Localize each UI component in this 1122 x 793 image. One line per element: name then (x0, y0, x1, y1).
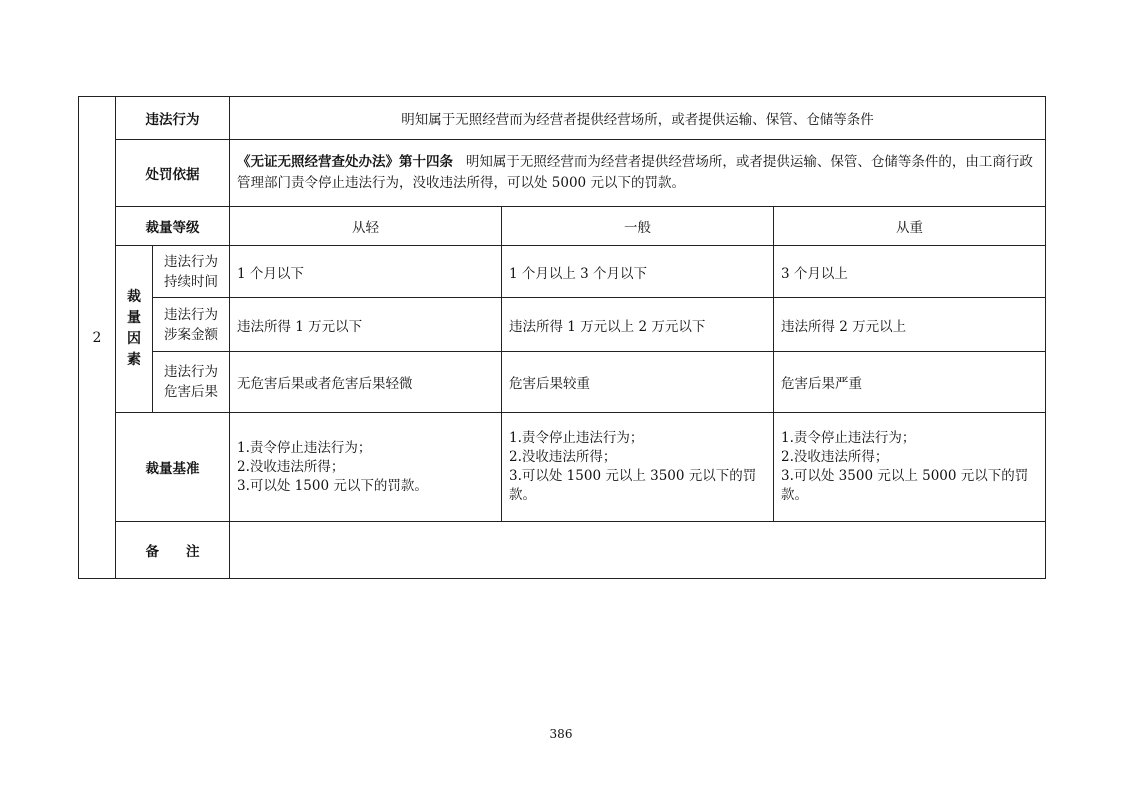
standard-line: 2.没收违法所得； (509, 449, 617, 465)
factor-amount-light: 违法所得 1 万元以下 (230, 298, 502, 352)
factor-label-line: 违法行为 (164, 364, 218, 380)
factors-label-char: 裁 (127, 289, 141, 305)
standard-heavy (774, 413, 1046, 522)
discretion-table (78, 96, 1046, 579)
factor-harm-normal: 危害后果较重 (502, 352, 774, 413)
factor-label-line: 违法行为 (164, 306, 218, 323)
standard-line: 3.可以处 3500 元以上 5000 元以下的罚 (781, 468, 1029, 484)
factor-label-line: 涉案金额 (164, 326, 218, 343)
illegal-act-label: 违法行为 (116, 97, 230, 140)
factor-label-line: 持续时间 (164, 273, 218, 290)
standard-line: 款。 (781, 487, 808, 503)
standard-line: 2.没收违法所得； (237, 458, 345, 475)
penalty-basis-text: 明知属于无照经营而为经营者提供经营场所，或者提供运输、保管、仓储等条件的，由工商行政管理部门责令停止违法行为，没收违法所得，可以处 5000 元以下的罚款。 (237, 154, 1033, 191)
factor-duration-heavy: 3 个月以上 (774, 246, 1046, 298)
factor-harm-light: 无危害后果或者危害后果轻微 (230, 352, 502, 413)
standard-normal (502, 413, 774, 522)
factor-label-line: 违法行为 (164, 253, 218, 270)
illegal-act-text: 明知属于无照经营而为经营者提供经营场所，或者提供运输、保管、仓储等条件 (230, 97, 1046, 140)
level-light: 从轻 (230, 207, 502, 246)
standard-line: 1.责令停止违法行为； (509, 430, 644, 446)
standard-line: 1.责令停止违法行为； (237, 439, 372, 456)
remarks-label: 备 注 (116, 522, 230, 579)
standard-line: 款。 (509, 487, 536, 503)
factors-label-char: 素 (127, 352, 141, 368)
level-heavy: 从重 (774, 207, 1046, 246)
factor-duration-light: 1 个月以下 (230, 246, 502, 298)
level-normal: 一般 (502, 207, 774, 246)
factor-amount-label (153, 298, 230, 352)
page-number: 386 (549, 727, 573, 741)
factors-label-char: 量 (127, 310, 141, 326)
penalty-basis-title: 《无证无照经营查处办法》第十四条 (237, 154, 453, 170)
penalty-basis-cell (230, 140, 1046, 207)
factor-duration-label (153, 246, 230, 298)
factor-harm-label (153, 352, 230, 413)
standards-label: 裁量基准 (116, 413, 230, 522)
penalty-basis-label: 处罚依据 (116, 140, 230, 207)
remarks-text (230, 522, 1046, 579)
factor-duration-normal: 1 个月以上 3 个月以下 (502, 246, 774, 298)
standard-line: 3.可以处 1500 元以下的罚款。 (237, 477, 428, 494)
standard-light (230, 413, 502, 522)
levels-label: 裁量等级 (116, 207, 230, 246)
standard-line: 2.没收违法所得； (781, 449, 889, 465)
factor-amount-heavy: 违法所得 2 万元以上 (774, 298, 1046, 352)
standard-line: 3.可以处 1500 元以上 3500 元以下的罚 (509, 468, 757, 484)
factor-amount-normal: 违法所得 1 万元以上 2 万元以下 (502, 298, 774, 352)
factor-label-line: 危害后果 (164, 384, 218, 400)
standard-line: 1.责令停止违法行为； (781, 430, 916, 446)
factors-label (116, 246, 153, 413)
factors-label-char: 因 (127, 331, 141, 347)
row-number: 2 (79, 97, 116, 579)
factor-harm-heavy: 危害后果严重 (774, 352, 1046, 413)
